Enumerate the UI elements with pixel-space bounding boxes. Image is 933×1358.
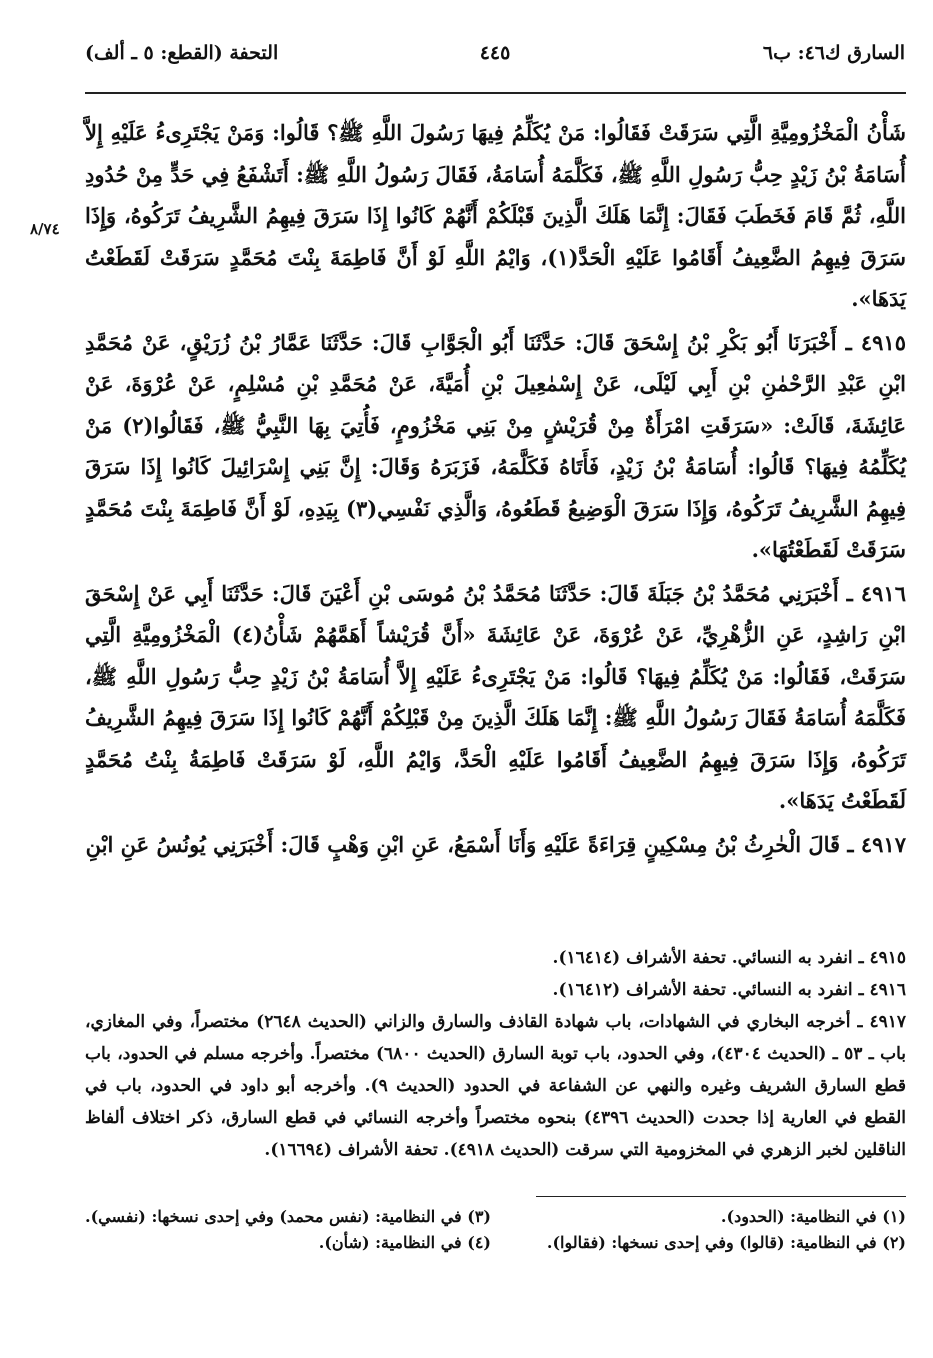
- footnotes: [85, 1204, 906, 1256]
- page-number: ٤٤٥: [479, 42, 511, 64]
- main-text: [85, 112, 906, 867]
- hadith-4916: ٤٩١٦ ـ أَخْبَرَنِي مُحَمَّدُ بْنُ جَبَلَةَ قَالَ: حَدَّثَنَا مُحَمَّدُ بْنُ مُوسَى بْنِ أَعْيَنَ قَالَ: حَدَّثَنَا أَبِي عَنْ إِسْحَقَ ابْنِ رَاشِدٍ، عَنِ الزُّهْرِيِّ، عَنْ عُرْوَةَ، عَنْ عَائِشَةَ «أَنَّ قُرَيْشاً أَهَمَّهُمْ شَأْنُ(٤) الْمَخْزُومِيَّةِ الَّتِي سَرَقَتْ، فَقَالُوا: مَنْ يُكَلِّمُ فِيهَا؟ قَالُوا: مَنْ يَجْتَرِىءُ عَلَيْهِ إِلاَّ أُسَامَةُ بْنُ زَيْدٍ حِبُّ رَسُولِ اللَّهِ ﷺ، فَكَلَّمَهُ أُسَامَةُ فَقَالَ رَسُولُ اللَّهِ ﷺ: إِنَّمَا هَلَكَ الَّذِينَ مِنْ قَبْلِكُمْ أَنَّهُمْ كَانُوا إِذَا سَرَقَ فِيهِمُ الشَّرِيفُ تَرَكُوهُ، وَإِذَا سَرَقَ فِيهِمُ الضَّعِيفُ أَقَامُوا عَلَيْهِ الْحَدَّ، وَايْمُ اللَّهِ، لَوْ سَرَقَتْ فَاطِمَةُ بِنْتُ مُحَمَّدٍ لَقَطَعْتُ يَدَهَا».: [85, 580, 906, 813]
- footnote-4: (٤) في النظامية: (شأن).: [318, 1233, 491, 1252]
- footnote-2: (٢) في النظامية: (قالوا) وفي إحدى نسخها: (فقالوا).: [546, 1233, 906, 1252]
- note-4916: ٤٩١٦ ـ انفرد به النسائي. تحفة الأشراف (١٦٤١٢).: [552, 980, 906, 1000]
- footnote-rule: [536, 1196, 906, 1197]
- header-rule: [85, 92, 906, 94]
- header-chapter-ref: السارق ك٤٦: ب٦: [762, 42, 905, 64]
- takhrij-notes: [85, 942, 906, 1166]
- note-4917: ٤٩١٧ ـ أخرجه البخاري في الشهادات، باب شهادة القاذف والسارق والزاني (الحديث ٢٦٤٨) مختصراً، وفي المغازي، باب ـ ٥٣ ـ (الحديث ٤٣٠٤)، وفي الحدود، باب توبة السارق (الحديث ٦٨٠٠) مختصراً. وأخرجه مسلم في الحدود، باب قطع السارق الشريف وغيره والنهي عن الشفاعة في الحدود (الحديث ٩). وأخرجه أبو داود في الحدود، باب في القطع في العارية إذا جحدت (الحديث ٤٣٩٦) بنحوه مختصراً وأخرجه النسائي في قطع السارق، ذكر اختلاف ألفاظ الناقلين لخبر الزهري في المخزومية التي سرقت (الحديث ٤٩١٨). تحفة الأشراف (١٦٦٩٤).: [85, 1012, 907, 1160]
- hadith-continuation: شَأْنُ الْمَخْزُومِيَّةِ الَّتِي سَرَقَتْ فَقَالُوا: مَنْ يُكَلِّمُ فِيهَا رَسُولَ اللَّهِ ﷺ؟ قَالُوا: وَمَنْ يَجْتَرِىءُ عَلَيْهِ إِلاَّ أُسَامَةُ بْنُ زَيْدٍ حِبُّ رَسُولِ اللَّهِ ﷺ، فَكَلَّمَهُ أُسَامَةُ، فَقَالَ رَسُولُ اللَّهِ ﷺ: أَتَشْفَعُ فِي حَدٍّ مِنْ حُدُودِ اللَّهِ، ثُمَّ قَامَ فَخَطَبَ فَقَالَ: إِنَّمَا هَلَكَ الَّذِينَ قَبْلَكُمْ أَنَّهُمْ كَانُوا إِذَا سَرَقَ فِيهِمُ الشَّرِيفُ تَرَكُوهُ، وَإِذَا سَرَقَ فِيهِمُ الضَّعِيفُ أَقَامُوا عَلَيْهِ الْحَدَّ(١)، وَايْمُ اللَّهِ لَوْ أَنَّ فَاطِمَةَ بِنْتَ مُحَمَّدٍ سَرَقَتْ لَقَطَعْتُ يَدَهَا».: [85, 120, 906, 311]
- hadith-4917: ٤٩١٧ ـ قَالَ الْحٰرِثُ بْنُ مِسْكِينٍ قِرَاءَةً عَلَيْهِ وَأَنَا أَسْمَعُ، عَنِ ابْنِ وَهْبٍ قَالَ: أَخْبَرَنِي يُونُسُ عَنِ ابْنِ: [85, 831, 906, 857]
- note-4915: ٤٩١٥ ـ انفرد به النسائي. تحفة الأشراف (١٦٤١٤).: [552, 948, 906, 968]
- footnote-3: (٣) في النظامية: (نفس محمد) وفي إحدى نسخها: (نفسي).: [85, 1207, 491, 1226]
- header-tuhfa-ref: التحفة (القطع: ٥ ـ ألف): [85, 42, 279, 64]
- page-header: [85, 42, 905, 82]
- footnote-1: (١) في النظامية: (الحدود).: [720, 1207, 906, 1226]
- hadith-4915: ٤٩١٥ ـ أَخْبَرَنَا أَبُو بَكْرِ بْنُ إِسْحَقَ قَالَ: حَدَّثَنَا أَبُو الْجَوَّابِ قَالَ: حَدَّثَنَا عَمَّارُ بْنُ زُرَيْقٍ، عَنْ مُحَمَّدِ ابْنِ عَبْدِ الرَّحْمٰنِ بْنِ أَبِي لَيْلَى، عَنْ إِسْمٰعِيلَ بْنِ أُمَيَّةَ، عَنْ مُحَمَّدِ بْنِ مُسْلِمٍ، عَنْ عُرْوَةَ، عَنْ عَائِشَةَ، قَالَتْ: «سَرَقَتِ امْرَأَةٌ مِنْ قُرَيْشٍ مِنْ بَنِي مَخْزُومٍ، فَأُتِيَ بِهَا النَّبِيُّ ﷺ، فَقَالُوا(٢) مَنْ يُكَلِّمُهُ فِيهَا؟ قَالُوا: أُسَامَةُ بْنُ زَيْدٍ، فَأَتَاهُ فَكَلَّمَهُ، فَزَبَرَهُ وَقَالَ: إِنَّ بَنِي إِسْرَائِيلَ كَانُوا إِذَا سَرَقَ فِيهِمُ الشَّرِيفُ تَرَكُوهُ، وَإِذَا سَرَقَ الْوَضِيعُ قَطَعُوهُ، وَالَّذِي نَفْسِي(٣) بِيَدِهِ، لَوْ أَنَّ فَاطِمَةَ بِنْتَ مُحَمَّدٍ سَرَقَتْ لَقَطَعْتُهَا».: [85, 329, 907, 562]
- margin-reference: ٨/٧٤: [30, 220, 60, 238]
